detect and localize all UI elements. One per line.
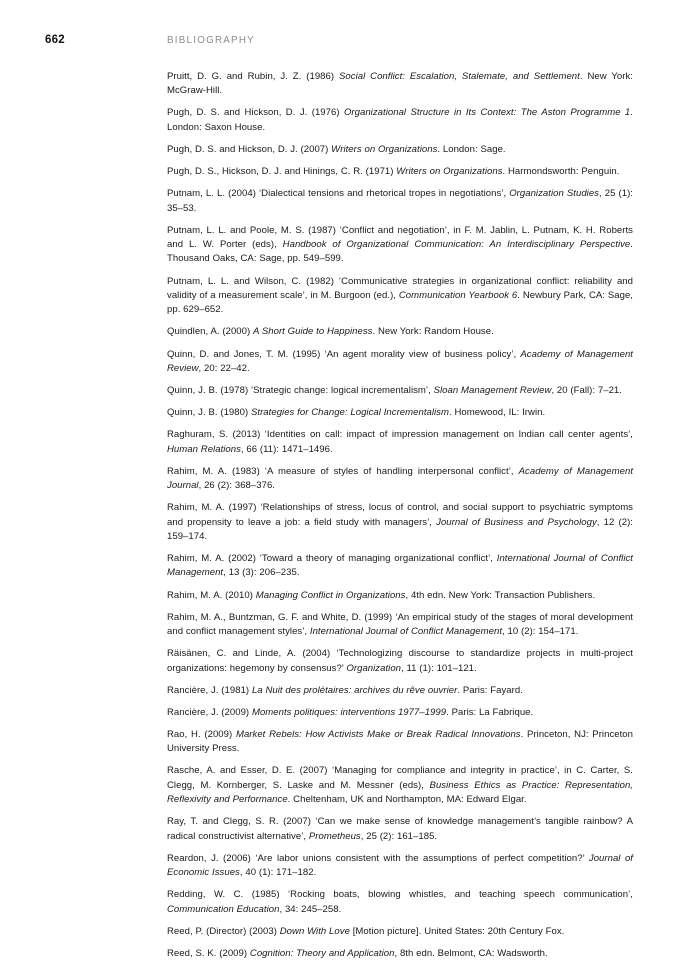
page-number: 662 [45, 34, 65, 46]
reference-entry: Reed, P. (Director) (2003) Down With Love [Motion picture]. United States: 20th Century Fox. [167, 925, 565, 937]
reference-list [167, 70, 633, 960]
reference-entry: Quinn, J. B. (1978) ‘Strategic change: logical incrementalism’, Sloan Management Review, 20 (Fall): 7–21. [167, 385, 622, 397]
running-head-title: BIBLIOGRAPHY [167, 35, 255, 46]
reference-entry: Raghuram, S. (2013) ‘Identities on call: impact of impression management on Indian call center agents’, Human Relations, 66 (11): 1471–1496. [167, 429, 633, 455]
reference-entry: Pruitt, D. G. and Rubin, J. Z. (1986) Social Conflict: Escalation, Stalemate, and Settlement. New York: McGraw-Hill. [167, 71, 634, 97]
reference-entry: Pugh, D. S. and Hickson, D. J. (1976) Organizational Structure in Its Context: The Aston Programme 1. London: Saxon House. [167, 107, 633, 133]
reference-entry: Pugh, D. S., Hickson, D. J. and Hinings, C. R. (1971) Writers on Organizations. Harmondsworth: Penguin. [167, 166, 620, 178]
reference-entry: Rahim, M. A. (1983) ‘A measure of styles of handling interpersonal conflict’, Academy of Management Journal, 26 (2): 368–376. [167, 465, 634, 492]
reference-entry: Redding, W. C. (1985) ‘Rocking boats, blowing whistles, and teaching speech communication’, Communication Education, 34: 245–258. [167, 889, 633, 915]
reference-entry: Putnam, L. L. and Poole, M. S. (1987) ‘Conflict and negotiation’, in F. M. Jablin, L. Putnam, K. H. Roberts and L. W. Porter (eds), Handbook of Organizational Communication: An Interdisciplinary Perspective. Thousand Oaks, CA: Sage, pp. 549–599. [167, 224, 633, 265]
reference-entry: Reed, S. K. (2009) Cognition: Theory and Application, 8th edn. Belmont, CA: Wadsworth. [167, 947, 548, 959]
reference-entry: Putnam, L. L. (2004) ‘Dialectical tensions and rhetorical tropes in negotiations’, Organization Studies, 25 (1): 35–53. [167, 188, 633, 214]
reference-entry: Quinn, D. and Jones, T. M. (1995) ‘An agent morality view of business policy’, Academy of Management Review, 20: 22–42. [167, 348, 633, 374]
reference-entry: Rahim, M. A. (2010) Managing Conflict in Organizations, 4th edn. New York: Transaction Publishers. [167, 589, 596, 601]
reference-entry: Räisänen, C. and Linde, A. (2004) ‘Technologizing discourse to standardize projects in multi-project organizations: hegemony by consensus?’ Organization, 11 (1): 101–121. [167, 648, 633, 674]
reference-entry: Rahim, M. A., Buntzman, G. F. and White, D. (1999) ‘An empirical study of the stages of moral development and conflict management styles’, International Journal of Conflict Management, 10 (2): 154–171. [167, 611, 633, 638]
reference-entry: Pugh, D. S. and Hickson, D. J. (2007) Writers on Organizations. London: Sage. [167, 143, 506, 155]
reference-entry: Rahim, M. A. (1997) ‘Relationships of stress, locus of control, and social support to psychiatric symptoms and propensity to leave a job: a field study with managers’, Journal of Business and Psychology, 12 (2): 159–174. [167, 502, 633, 542]
reference-entry: Quindlen, A. (2000) A Short Guide to Happiness. New York: Random House. [167, 326, 494, 338]
reference-entry: Reardon, J. (2006) ‘Are labor unions consistent with the assumptions of perfect competition?’ Journal of Economic Issues, 40 (1): 171–182. [167, 852, 633, 879]
reference-entry: Quinn, J. B. (1980) Strategies for Change: Logical Incrementalism. Homewood, IL: Irwin. [167, 407, 546, 419]
reference-entry: Rahim, M. A. (2002) ‘Toward a theory of managing organizational conflict’, International Journal of Conflict Management, 13 (3): 206–235. [167, 553, 633, 579]
reference-entry: Rancière, J. (1981) La Nuit des prolétaires: archives du rêve ouvrier. Paris: Fayard. [167, 684, 523, 696]
running-head [0, 34, 700, 54]
reference-entry: Rao, H. (2009) Market Rebels: How Activists Make or Break Radical Innovations. Princeton, NJ: Princeton University Press. [167, 728, 633, 755]
reference-entry: Putnam, L. L. and Wilson, C. (1982) ‘Communicative strategies in organizational conflict: reliability and validity of a measurement scale’, in M. Burgoon (ed.), Communication Yearbook 6. Newbury Park, CA: Sage, pp. 629–652. [167, 275, 634, 316]
reference-entry: Rancière, J. (2009) Moments politiques: interventions 1977–1999. Paris: La Fabrique. [167, 706, 534, 718]
reference-entry: Rasche, A. and Esser, D. E. (2007) ‘Managing for compliance and integrity in practice’, in C. Carter, S. Clegg, M. Kornberger, S. Laske and M. Messner (eds), Business Ethics as Practice: Representation, Reflexivity and Performance. Cheltenham, UK and Northampton, MA: Edward Elgar. [167, 765, 633, 806]
reference-entry: Ray, T. and Clegg, S. R. (2007) ‘Can we make sense of knowledge management’s tangible rainbow? A radical constructivist alternative’, Prometheus, 25 (2): 161–185. [167, 816, 633, 842]
